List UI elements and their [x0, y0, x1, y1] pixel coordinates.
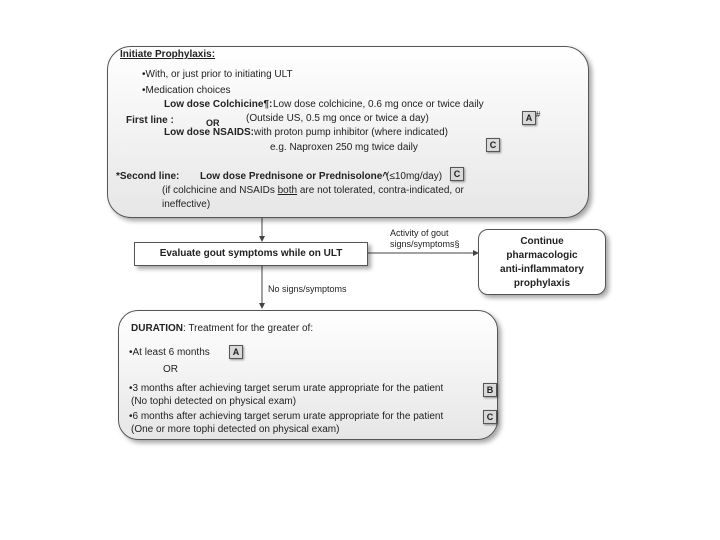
second-line-evidence-badge: C	[450, 167, 464, 181]
first-line-evidence-badge: A	[522, 111, 536, 125]
duration-item-6-months-tophi: •6 months after achieving target serum urate appropriate for the patient	[129, 411, 444, 422]
continue-line1: Continue	[520, 236, 564, 247]
second-line-dose: (≤10mg/day)	[386, 171, 443, 182]
prophylaxis-bullet-ult: •With, or just prior to initiating ULT	[142, 69, 293, 80]
no-signs-edge-label: No signs/symptoms	[268, 284, 347, 294]
continue-line3: anti-inflammatory	[500, 264, 584, 275]
continue-line2: pharmacologic	[506, 250, 578, 261]
second-line-note-ineffective: ineffective)	[162, 199, 211, 210]
duration-subtitle: : Treatment for the greater of:	[183, 323, 314, 334]
prophylaxis-bullet-medication: •Medication choices	[142, 85, 231, 96]
second-line-note-start: (if colchicine and NSAIDs	[162, 185, 275, 196]
second-line-note-both: both	[277, 185, 298, 196]
first-line-note: #	[536, 110, 541, 119]
colchicine-outside-us: (Outside US, 0.5 mg once or twice a day)	[246, 113, 429, 124]
continue-box	[478, 229, 606, 295]
second-line-note-end: are not tolerated, contra-indicated, or	[299, 185, 464, 196]
duration-item-3-months: •3 months after achieving target serum urate appropriate for the patient	[129, 383, 444, 394]
duration-title: DURATION	[131, 323, 184, 334]
prophylaxis-heading: Initiate Prophylaxis:	[120, 49, 216, 60]
duration-item3-note: (One or more tophi detected on physical exam)	[131, 424, 340, 435]
continue-line4: prophylaxis	[513, 278, 571, 289]
prophylaxis-box	[107, 46, 589, 218]
second-line-note	[162, 185, 464, 197]
first-line-or: OR	[206, 118, 220, 128]
duration-heading	[131, 323, 313, 335]
nsaids-title: Low dose NSAIDS:	[164, 127, 255, 138]
colchicine-title: Low dose Colchicine¶:	[164, 99, 273, 110]
colchicine-detail: Low dose colchicine, 0.6 mg once or twice daily	[273, 99, 484, 110]
activity-edge-line1: Activity of gout	[390, 228, 449, 238]
duration-item1-badge: A	[229, 345, 243, 359]
duration-or: OR	[163, 364, 178, 375]
duration-item2-note: (No tophi detected on physical exam)	[131, 396, 297, 407]
evaluate-box	[134, 242, 368, 266]
duration-item3-badge: C	[483, 410, 497, 424]
nsaids-example: e.g. Naproxen 250 mg twice daily	[270, 142, 418, 153]
second-line-title: Low dose Prednisone or Prednisolone^	[200, 171, 389, 182]
nsaids-evidence-badge: C	[486, 138, 500, 152]
evaluate-label: Evaluate gout symptoms while on ULT	[159, 248, 343, 259]
duration-box	[118, 310, 498, 440]
duration-item2-badge: B	[483, 383, 497, 397]
activity-edge-line2: signs/symptoms§	[390, 239, 460, 249]
nsaids-detail: with proton pump inhibitor (where indicated)	[254, 127, 448, 138]
first-line-label: First line :	[126, 115, 174, 126]
second-line-label: *Second line:	[116, 171, 180, 182]
duration-item-6-months: •At least 6 months	[129, 347, 210, 358]
